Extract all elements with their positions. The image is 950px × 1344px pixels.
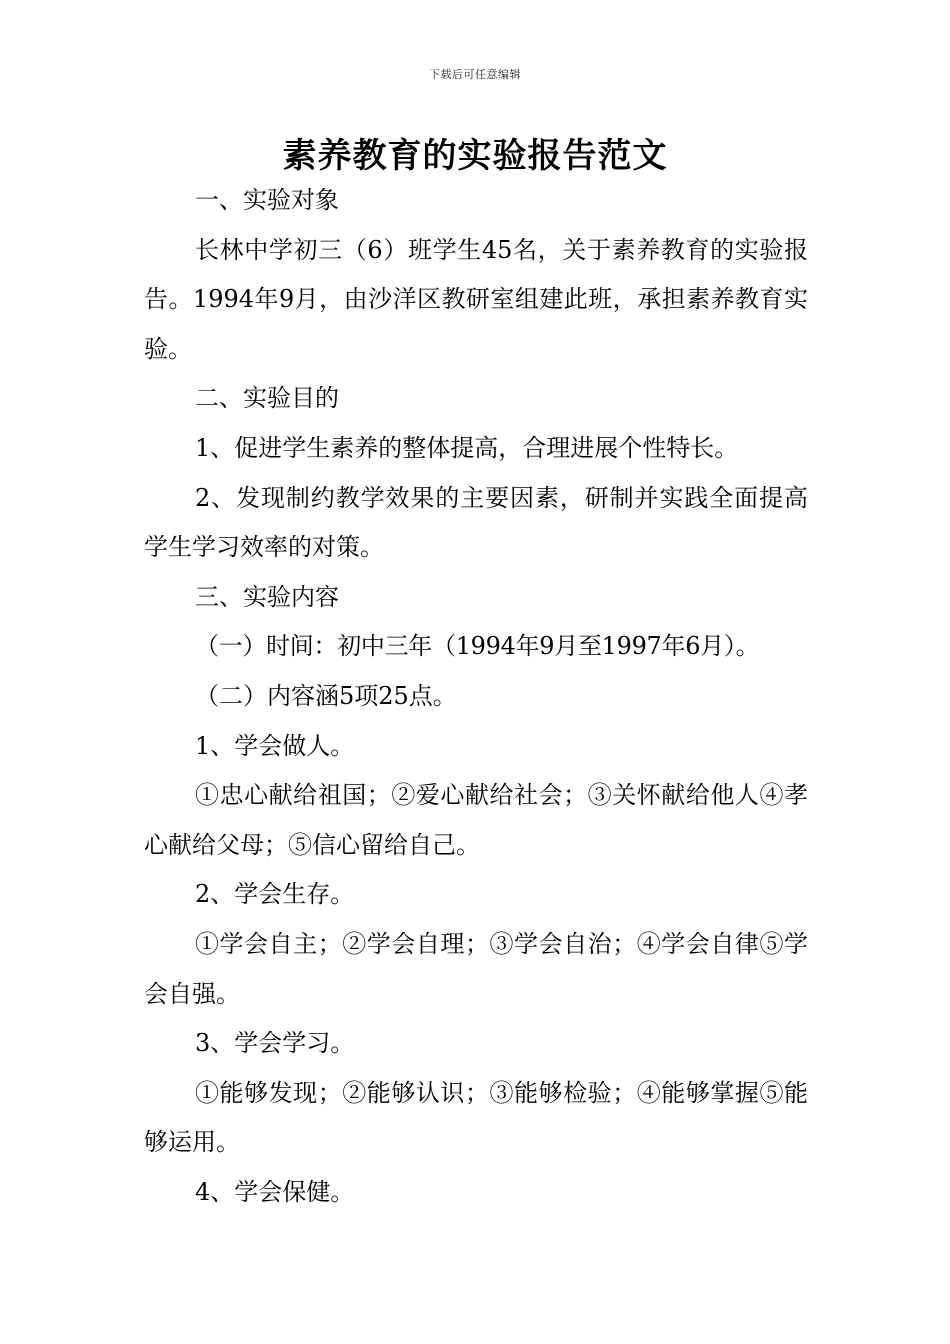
item-list-2: ①学会自主；②学会自理；③学会自治；④学会自律⑤学会自强。	[144, 929, 808, 1008]
paragraph-purpose-1: 1、促进学生素养的整体提高，合理进展个性特长。	[195, 433, 739, 462]
paragraph-subject: 长林中学初三（6）班学生45名，关于素养教育的实验报告。1994年9月，由沙洋区教研室组建此班，承担素养教育实验。	[144, 235, 808, 363]
item-list-1: ①忠心献给祖国；②爱心献给社会；③关怀献给他人④孝心献给父母；⑤信心留给自己。	[144, 781, 808, 859]
item-heading-1: 1、学会做人。	[195, 731, 355, 760]
item-heading-4: 4、学会保健。	[195, 1177, 355, 1206]
paragraph-purpose-2: 2、发现制约教学效果的主要因素，研制并实践全面提高学生学习效率的对策。	[144, 483, 808, 562]
paragraph-time: （一）时间：初中三年（1994年9月至1997年6月）。	[195, 632, 760, 661]
item-heading-2: 2、学会生存。	[195, 880, 355, 909]
section-heading-content: 三、实验内容	[195, 582, 339, 611]
section-heading-purpose: 二、实验目的	[195, 384, 339, 413]
header-note: 下载后可任意编辑	[429, 68, 521, 81]
document-body	[144, 176, 808, 1217]
section-heading-subject: 一、实验对象	[195, 186, 339, 214]
item-heading-3: 3、学会学习。	[195, 1029, 355, 1058]
document-title: 素养教育的实验报告范文	[282, 136, 668, 176]
paragraph-content-scope: （二）内容涵5项25点。	[195, 681, 457, 710]
item-list-3: ①能够发现；②能够认识；③能够检验；④能够掌握⑤能够运用。	[144, 1078, 808, 1157]
